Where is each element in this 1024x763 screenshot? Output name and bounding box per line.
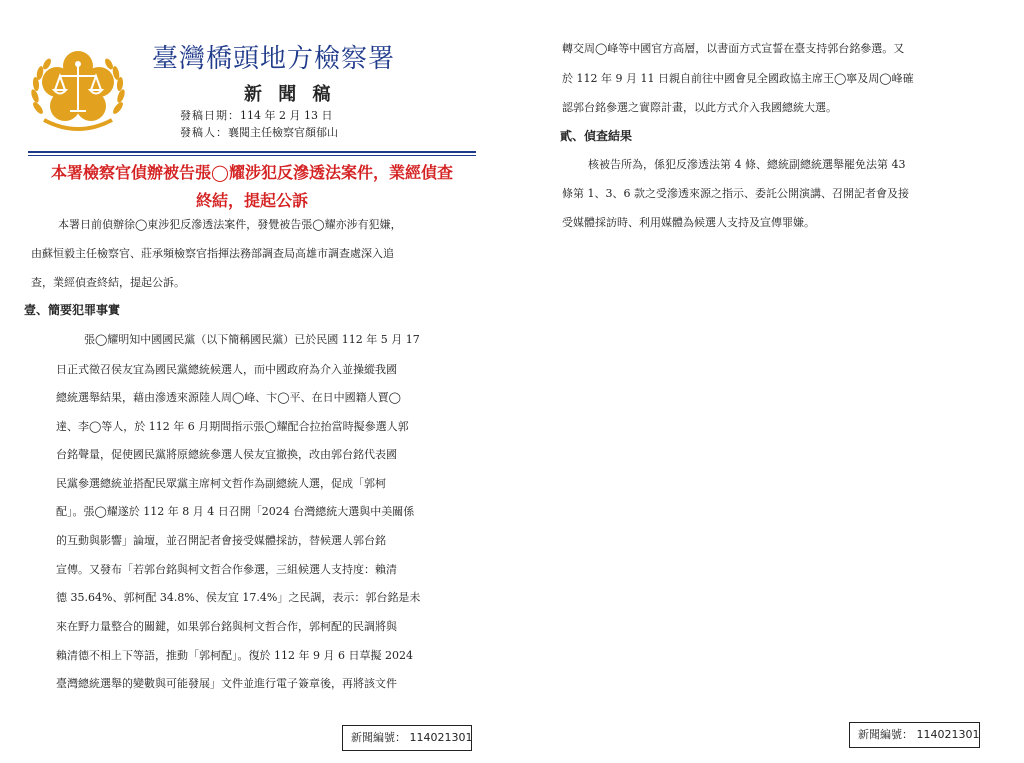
body-line: 核被告所為，係犯反滲透法第 4 條、總統副總統選舉罷免法第 43 bbox=[588, 158, 906, 171]
section-heading-facts: 壹、簡要犯罪事實 bbox=[24, 303, 121, 317]
header-divider bbox=[28, 151, 476, 153]
news-number-box: 新聞編號： 114021301 bbox=[849, 722, 980, 748]
body-line: 轉交周◯峰等中國官方高層，以書面方式宣誓在臺支持郭台銘參選。又 bbox=[562, 42, 905, 55]
body-line: 德 35.64%、郭柯配 34.8%、侯友宜 17.4%」之民調，表示：郭台銘是未 bbox=[56, 591, 421, 604]
body-line: 配」。張◯耀遂於 112 年 8 月 4 日召開「2024 台灣總統大選與中美關係 bbox=[56, 505, 415, 518]
body-line: 達、李◯等人，於 112 年 6 月期間指示張◯耀配合拉抬當時擬參選人郭 bbox=[56, 420, 409, 433]
headline-line-1: 本署檢察官偵辦被告張◯耀涉犯反滲透法案件，業經偵查 bbox=[51, 163, 453, 182]
document-type: 新 聞 稿 bbox=[244, 84, 336, 105]
body-line: 於 112 年 9 月 11 日親自前往中國會見全國政協主席王◯寧及周◯峰確 bbox=[562, 72, 914, 85]
body-line: 來在野力量整合的關鍵，如果郭台銘與柯文哲合作，郭柯配的民調將與 bbox=[56, 620, 397, 633]
body-line: 賴清德不相上下等語，推動「郭柯配」。復於 112 年 9 月 6 日草擬 2024 bbox=[56, 649, 413, 662]
org-name: 臺灣橋頭地方檢察署 bbox=[152, 44, 396, 74]
body-line: 日正式徵召侯友宜為國民黨總統候選人，而中國政府為介入並操縱我國 bbox=[56, 363, 397, 376]
body-line: 民黨參選總統並搭配民眾黨主席柯文哲作為副總統人選，促成「郭柯 bbox=[56, 477, 386, 490]
intro-line: 查，業經偵查終結，提起公訴。 bbox=[31, 276, 185, 289]
body-line: 宣傳。又發布「若郭台銘與柯文哲合作參選，三組候選人支持度：賴清 bbox=[56, 563, 397, 576]
intro-line: 由蘇恒毅主任檢察官、莊承頻檢察官指揮法務部調查局高雄市調查處深入追 bbox=[31, 247, 394, 260]
release-date bbox=[180, 107, 332, 123]
section-heading-result: 貳、偵查結果 bbox=[560, 129, 633, 143]
body-line: 受媒體採訪時、利用媒體為候選人支持及宣傳罪嫌。 bbox=[562, 216, 815, 229]
headline-line-2: 終結，提起公訴 bbox=[195, 191, 308, 210]
body-line: 的互動與影響」論壇，並召開記者會接受媒體採訪，替候選人郭台銘 bbox=[56, 534, 386, 547]
issuer-value: 襄閱主任檢察官顏郁山 bbox=[228, 126, 338, 139]
news-number-box: 新聞編號： 114021301 bbox=[342, 725, 472, 751]
body-line: 張◯耀明知中國國民黨（以下簡稱國民黨）已於民國 112 年 5 月 17 bbox=[84, 333, 420, 346]
body-line: 臺灣總統選舉的變數與可能發展」文件並進行電子簽章後，再將該文件 bbox=[56, 677, 397, 690]
release-date-label: 發稿日期： bbox=[180, 109, 240, 122]
press-release-page-2 bbox=[512, 0, 1024, 763]
header-divider-thin bbox=[28, 155, 476, 156]
intro-line: 本署日前偵辦徐◯東涉犯反滲透法案件，發覺被告張◯耀亦涉有犯嫌， bbox=[58, 218, 402, 231]
body-line: 條第 1、3、6 款之受滲透來源之指示、委託公開演講、召開記者會及接 bbox=[562, 187, 909, 200]
issuer-label: 發稿人： bbox=[180, 126, 228, 139]
release-date-value: 114 年 2 月 13 日 bbox=[240, 109, 333, 122]
prosecutors-office-emblem-icon bbox=[26, 42, 130, 140]
body-line: 台銘聲量，促使國民黨將原總統參選人侯友宜撤換，改由郭台銘代表國 bbox=[56, 448, 397, 461]
body-line: 認郭台銘參選之實際計畫，以此方式介入我國總統大選。 bbox=[562, 101, 837, 114]
issuer bbox=[180, 124, 338, 140]
body-line: 總統選舉結果，藉由滲透來源陸人周◯峰、卞◯平、在日中國籍人賈◯ bbox=[56, 391, 401, 404]
